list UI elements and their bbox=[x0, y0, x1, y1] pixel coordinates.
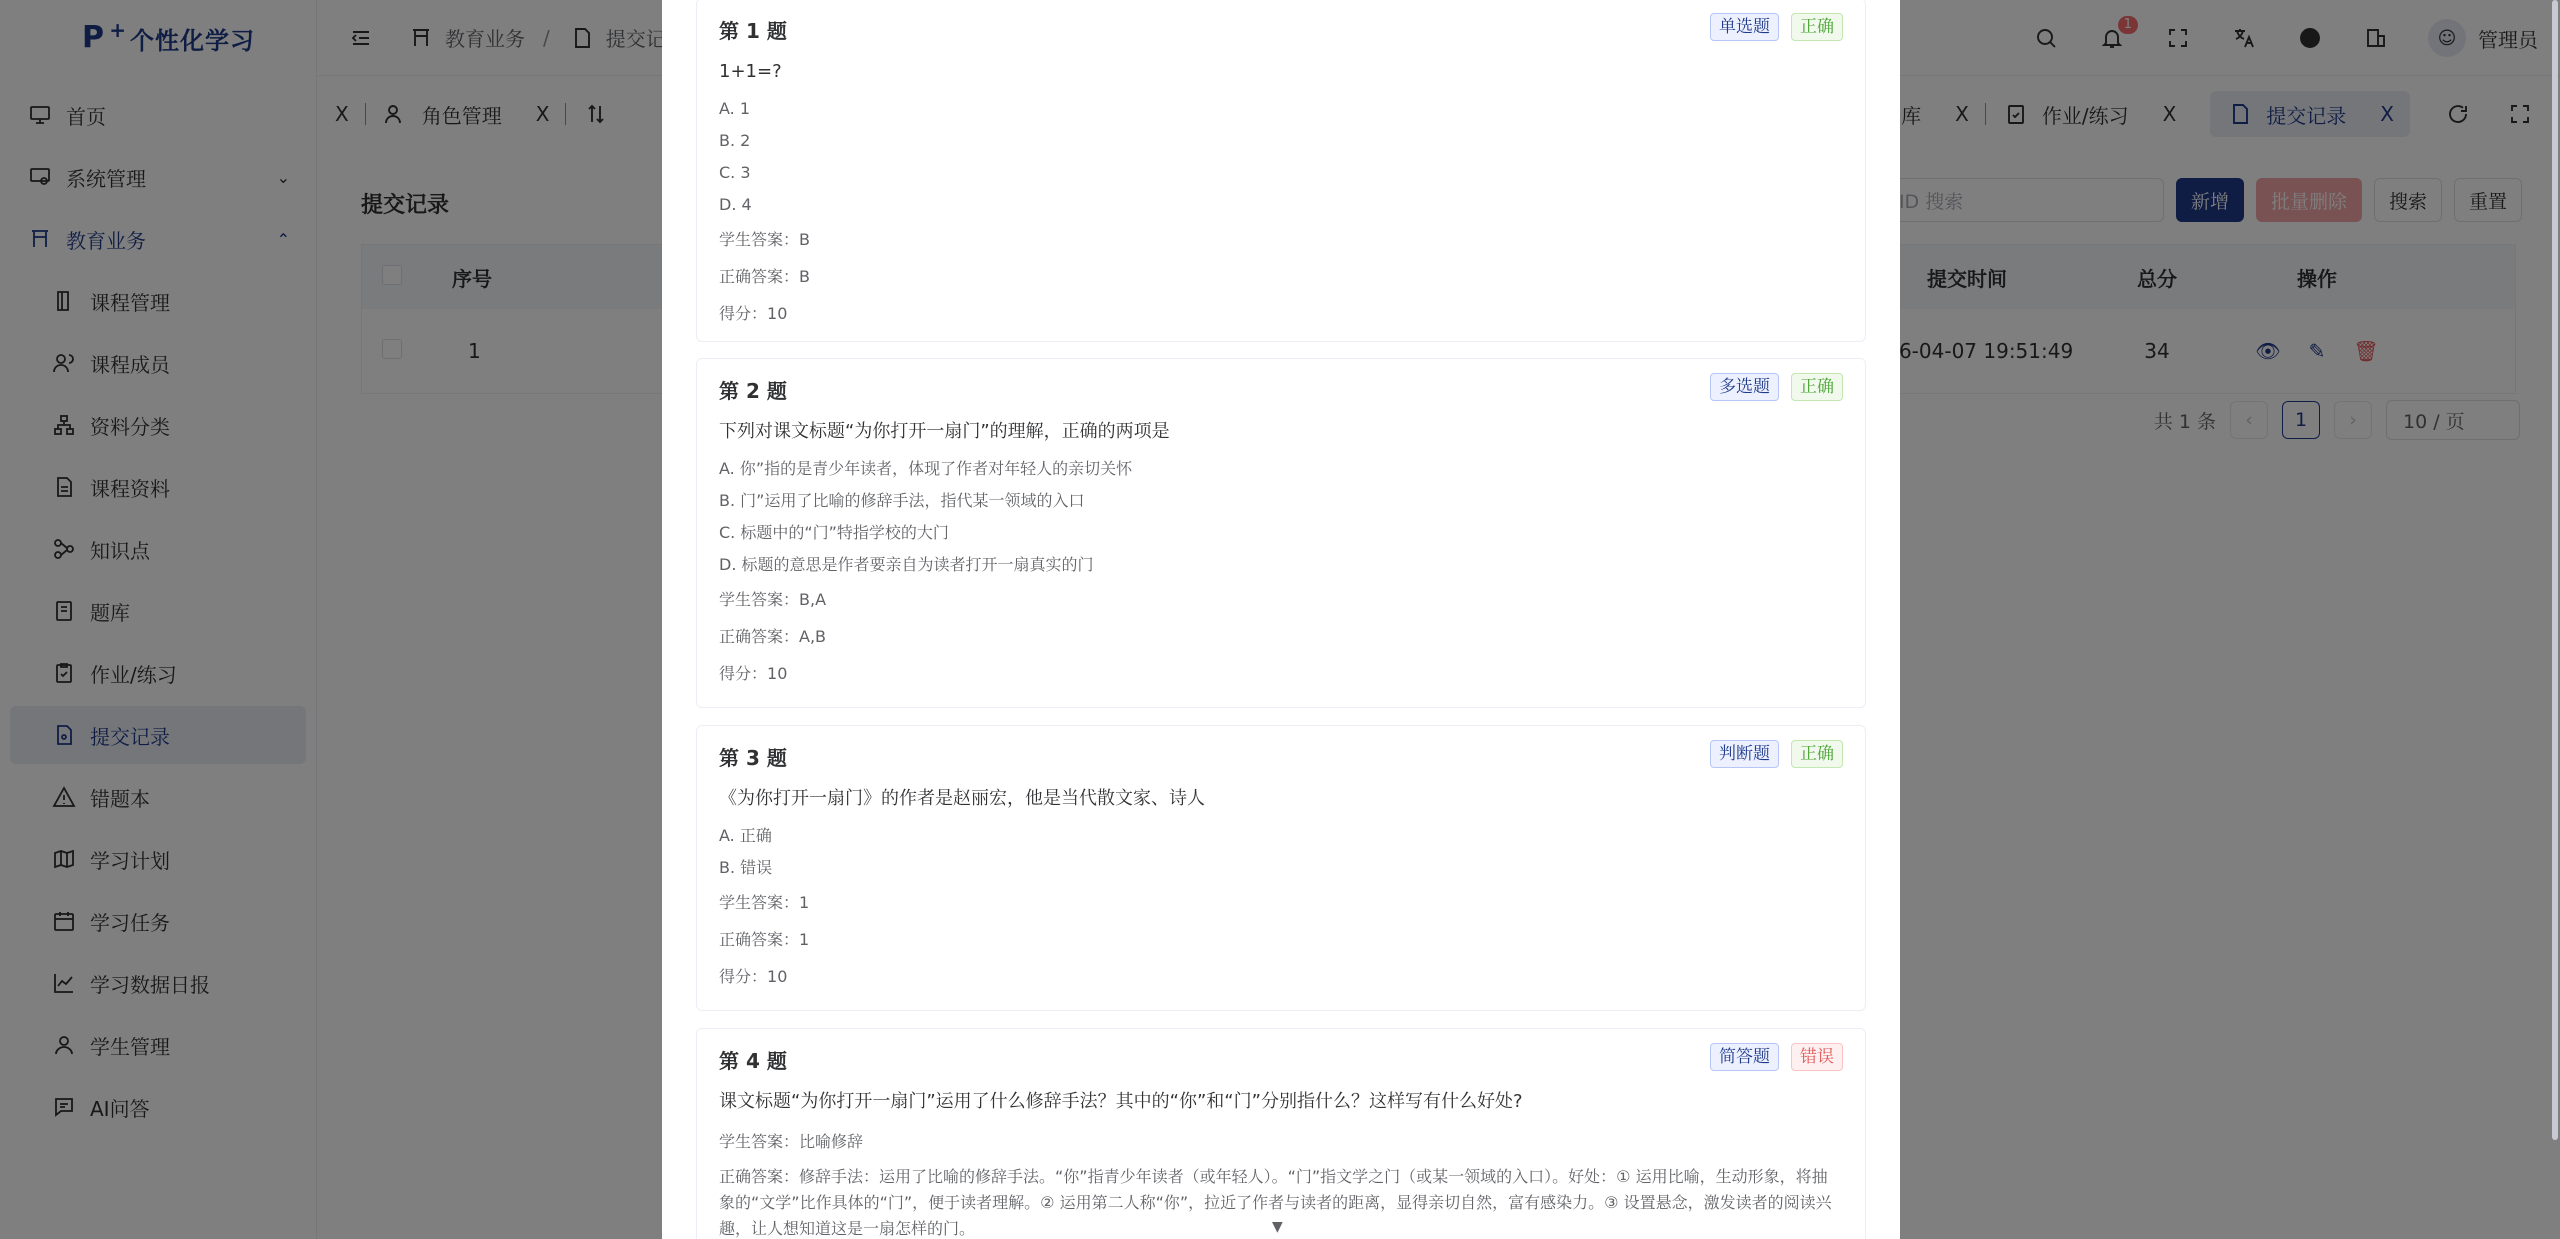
question-stem: 课文标题“为你打开一扇门”运用了什么修辞手法？其中的“你”和“门”分别指什么？这样写有什么好处? bbox=[719, 1091, 1523, 1112]
question-option: A. 1 bbox=[719, 99, 751, 118]
score-label: 得分： bbox=[719, 967, 768, 986]
scrollbar-thumb[interactable] bbox=[2552, 0, 2558, 1140]
student-answer: B bbox=[799, 230, 810, 249]
question-stem: 《为你打开一扇门》的作者是赵丽宏，他是当代散文家、诗人 bbox=[719, 788, 1205, 809]
score-label: 得分： bbox=[719, 304, 768, 323]
question-option: B. 门”运用了比喻的修辞手法，指代某一领域的入口 bbox=[719, 491, 1085, 510]
question-score: 10 bbox=[767, 304, 788, 323]
question-stem: 1+1=? bbox=[719, 61, 782, 82]
student-answer-label: 学生答案： bbox=[719, 1132, 800, 1151]
correct-answer: A,B bbox=[799, 627, 827, 646]
student-answer: 1 bbox=[799, 893, 810, 912]
question-option: B. 2 bbox=[719, 131, 751, 150]
question-stem: 下列对课文标题“为你打开一扇门”的理解，正确的两项是 bbox=[719, 421, 1170, 442]
result-tag: 错误 bbox=[1791, 1043, 1843, 1071]
question-card bbox=[696, 1028, 1866, 1239]
question-type-tag: 简答题 bbox=[1710, 1043, 1779, 1071]
correct-answer-label: 正确答案： bbox=[719, 930, 800, 949]
student-answer: B,A bbox=[799, 590, 827, 609]
question-card bbox=[696, 725, 1866, 1011]
question-option: A. 正确 bbox=[719, 826, 772, 845]
question-option: A. 你”指的是青少年读者，体现了作者对年轻人的亲切关怀 bbox=[719, 459, 1133, 478]
question-score: 10 bbox=[767, 664, 788, 683]
correct-answer: B bbox=[799, 267, 810, 286]
question-type-tag: 单选题 bbox=[1710, 13, 1779, 41]
question-number: 第 4 题 bbox=[719, 1048, 787, 1073]
scroll-down-icon[interactable]: ▼ bbox=[1272, 1219, 1283, 1235]
question-number: 第 1 题 bbox=[719, 18, 787, 43]
question-number: 第 3 题 bbox=[719, 745, 787, 770]
question-score: 10 bbox=[767, 967, 788, 986]
submission-detail-dialog bbox=[662, 0, 1900, 1239]
page-scrollbar[interactable] bbox=[2550, 0, 2560, 1239]
question-card bbox=[696, 0, 1866, 342]
question-option: C. 标题中的“门”特指学校的大门 bbox=[719, 523, 949, 542]
question-option: B. 错误 bbox=[719, 858, 773, 877]
question-option: D. 4 bbox=[719, 195, 752, 214]
question-option: C. 3 bbox=[719, 163, 751, 182]
question-option: D. 标题的意思是作者要亲自为读者打开一扇真实的门 bbox=[719, 555, 1094, 574]
result-tag: 正确 bbox=[1791, 373, 1843, 401]
score-label: 得分： bbox=[719, 664, 768, 683]
result-tag: 正确 bbox=[1791, 13, 1843, 41]
student-answer-label: 学生答案： bbox=[719, 590, 800, 609]
student-answer-label: 学生答案： bbox=[719, 893, 800, 912]
correct-answer-label: 正确答案： bbox=[719, 627, 800, 646]
student-answer: 比喻修辞 bbox=[799, 1132, 864, 1151]
correct-answer-label: 正确答案： bbox=[719, 267, 800, 286]
correct-answer: 1 bbox=[799, 930, 810, 949]
correct-answer-label: 正确答案： bbox=[719, 1167, 800, 1186]
question-type-tag: 判断题 bbox=[1710, 740, 1779, 768]
question-number: 第 2 题 bbox=[719, 378, 787, 403]
correct-answer: 修辞手法：运用了比喻的修辞手法。“你”指青少年读者（或年轻人）。“门”指文学之门（或某一领域的入口）。好处：① 运用比喻，生动形象，将抽象的“文学”比作具体的“门”，便于读者理解。② 运用第二人称“你”，拉近了作者与读者的距离，显得亲切自然，富有感染力。③ 设置悬念，激发读者的阅读兴趣，让人想知道这是一扇怎样的门。 bbox=[719, 1167, 1832, 1238]
question-card bbox=[696, 358, 1866, 708]
student-answer-label: 学生答案： bbox=[719, 230, 800, 249]
question-type-tag: 多选题 bbox=[1710, 373, 1779, 401]
result-tag: 正确 bbox=[1791, 740, 1843, 768]
